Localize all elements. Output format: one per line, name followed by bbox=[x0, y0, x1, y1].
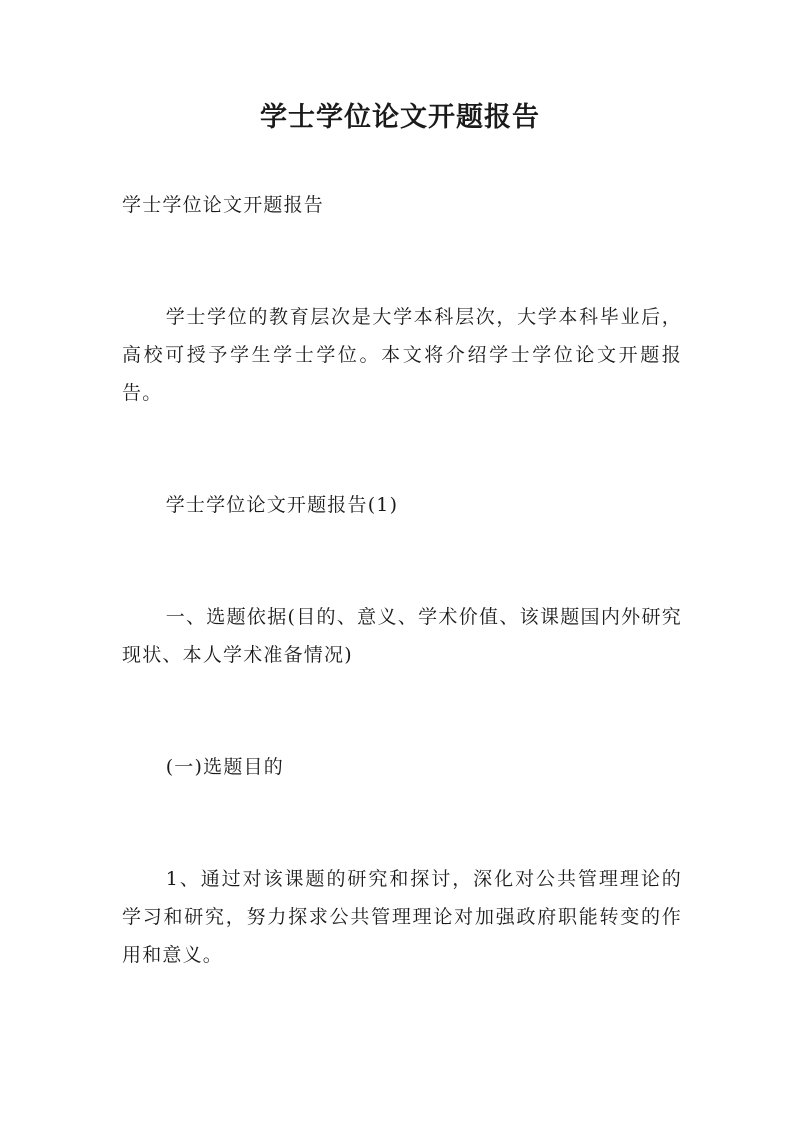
purpose-item-1-paragraph: 1、通过对该课题的研究和探讨，深化对公共管理理论的学习和研究，努力探求公共管理理论对加强政府职能转变的作用和意义。 bbox=[122, 868, 682, 966]
intro-paragraph: 学士学位的教育层次是大学本科层次，大学本科毕业后，高校可授予学生学士学位。本文将介绍学士学位论文开题报告。 bbox=[122, 306, 682, 404]
document-title: 学士学位论文开题报告 bbox=[260, 102, 540, 133]
topic-basis-paragraph: 一、选题依据(目的、意义、学术价值、该课题国内外研究现状、本人学术准备情况) bbox=[122, 606, 682, 666]
subtitle-paragraph: 学士学位论文开题报告 bbox=[122, 194, 325, 216]
topic-purpose-heading: (一)选题目的 bbox=[165, 756, 284, 778]
section-heading-paragraph: 学士学位论文开题报告(1) bbox=[165, 494, 399, 516]
